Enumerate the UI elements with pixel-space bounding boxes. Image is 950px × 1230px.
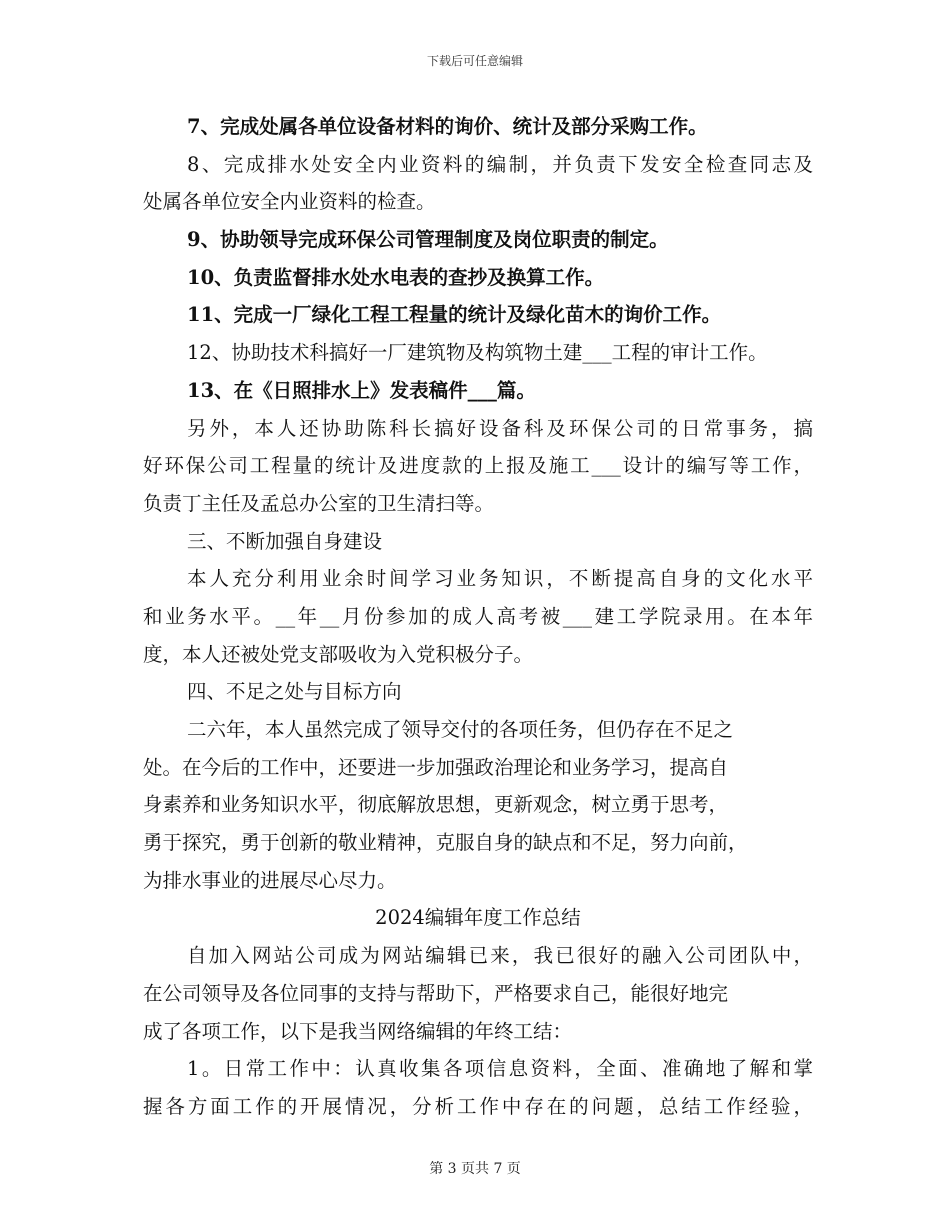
text-line: 为排水事业的进展尽心尽力。	[143, 868, 397, 892]
text-line: 四、不足之处与目标方向	[187, 680, 402, 704]
text-line: 11、完成一厂绿化工程工程量的统计及绿化苗木的询价工作。	[187, 303, 722, 327]
text-line: 处。在今后的工作中，还要进一步加强政治理论和业务学习，提高自	[143, 755, 729, 779]
text-line: 身素养和业务知识水平，彻底解放思想，更新观念，树立勇于思考，	[143, 793, 729, 817]
page-header: 下载后可任意编辑	[426, 54, 523, 68]
text-line: 在公司领导及各位同事的支持与帮助下，严格要求自己，能很好地完	[143, 981, 729, 1005]
text-line: 10、负责监督排水处水电表的查抄及换算工作。	[187, 265, 605, 289]
text-line: 三、不断加强自身建设	[187, 529, 383, 553]
page-footer: 第 3 页共 7 页	[429, 1161, 521, 1177]
text-line: 成了各项工作，以下是我当网络编辑的年终工结：	[143, 1019, 573, 1043]
text-line: 12、协助技术科搞好一厂建筑物及构筑物土建___工程的审计工作。	[187, 341, 768, 365]
text-line: 1。日常工作中：认真收集各项信息资料，全面、准确地了解和掌	[187, 1057, 813, 1081]
text-line: 自加入网站公司成为网站编辑已来，我已很好的融入公司团队中，	[187, 944, 813, 968]
section-title: 2024编辑年度工作总结	[375, 906, 581, 930]
text-line: 本人充分利用业余时间学习业务知识，不断提高自身的文化水平	[187, 567, 813, 591]
text-line: 度，本人还被处党支部吸收为入党积极分子。	[143, 642, 534, 666]
text-line: 握各方面工作的开展情况，分析工作中存在的问题，总结工作经验，	[143, 1094, 813, 1118]
text-line: 另外，本人还协助陈科长搞好设备科及环保公司的日常事务，搞	[187, 416, 813, 440]
text-line: 二六年，本人虽然完成了领导交付的各项任务，但仍存在不足之	[187, 718, 734, 741]
text-line: 和业务水平。__年__月份参加的成人高考被___建工学院录用。在本年	[143, 604, 813, 628]
text-line: 13、在《日照排水上》发表稿件___篇。	[187, 378, 536, 402]
text-line: 勇于探究，勇于创新的敬业精神，克服自身的缺点和不足，努力向前，	[143, 831, 748, 855]
text-line: 9、协助领导完成环保公司管理制度及岗位职责的制定。	[187, 228, 669, 252]
text-line: 7、完成处属各单位设备材料的询价、统计及部分采购工作。	[187, 115, 708, 138]
text-line: 负责丁主任及孟总办公室的卫生清扫等。	[143, 491, 495, 515]
text-line: 8、完成排水处安全内业资料的编制，并负责下发安全检查同志及	[187, 152, 813, 176]
text-line: 处属各单位安全内业资料的检查。	[143, 190, 436, 214]
text-line: 好环保公司工程量的统计及进度款的上报及施工___设计的编写等工作，	[143, 454, 813, 478]
document-body	[143, 108, 813, 1126]
